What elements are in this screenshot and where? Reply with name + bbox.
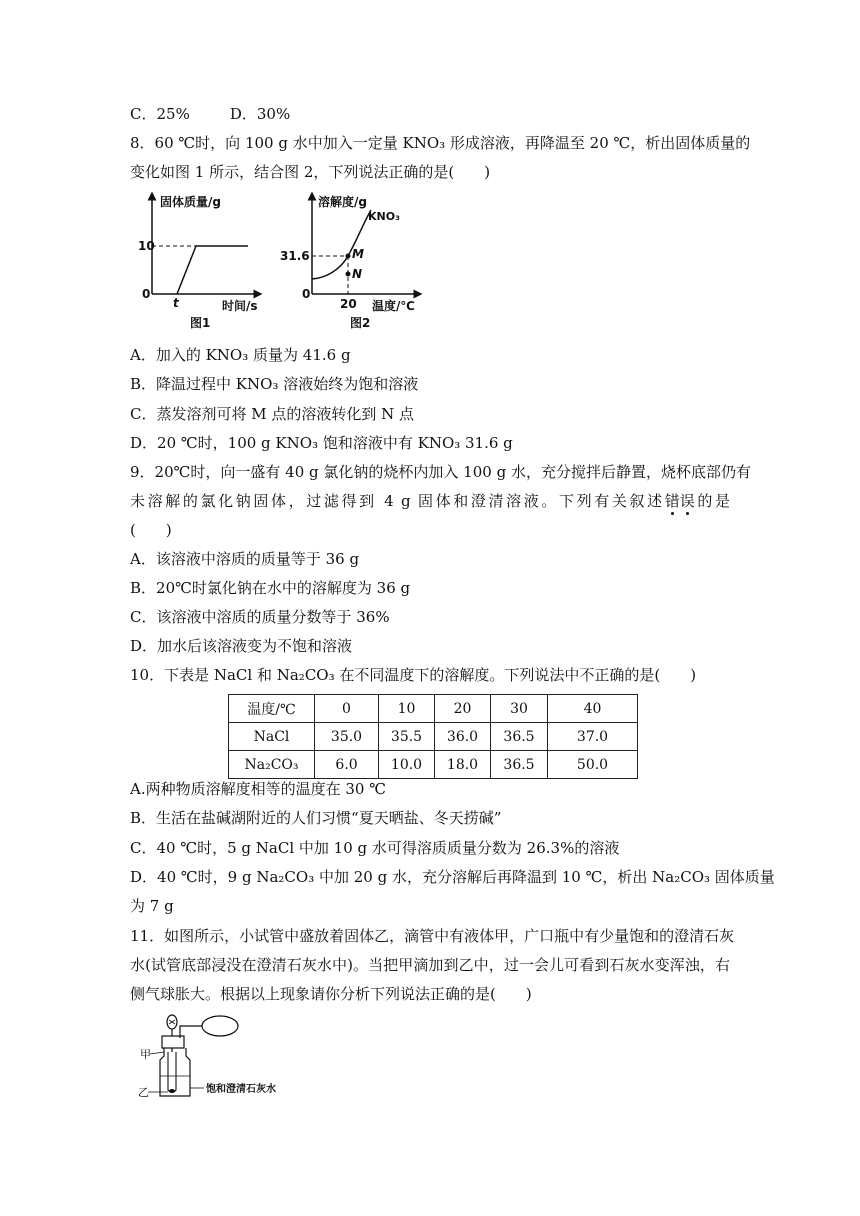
table-header-cell: 0 <box>315 695 379 723</box>
q8-stem-line2: 变化如图 1 所示，结合图 2，下列说法正确的是( ) <box>130 163 491 181</box>
q8-option-d: D．20 ℃时，100 g KNO₃ 饱和溶液中有 KNO₃ 31.6 g <box>130 434 513 452</box>
fig2-kno3-curve <box>312 210 371 279</box>
bottle-stopper <box>162 1036 184 1048</box>
fig2-ylabel: 溶解度/g <box>318 195 367 209</box>
q11-stem-line3: 侧气球胀大。根据以上现象请你分析下列说法正确的是( ) <box>130 985 532 1003</box>
wide-mouth-bottle <box>160 1048 190 1096</box>
table-cell: 10.0 <box>379 751 435 779</box>
table-row <box>229 751 638 779</box>
table-cell: 35.0 <box>315 723 379 751</box>
fig2-xlabel: 温度/℃ <box>372 299 415 313</box>
table-cell: 36.5 <box>491 751 548 779</box>
q10-option-d-line2: 为 7 g <box>130 897 174 915</box>
q9-stem-line3: ( ) <box>130 521 172 539</box>
table-cell: 37.0 <box>548 723 638 751</box>
q10-option-b: B．生活在盐碱湖附近的人们习惯“夏天晒盐、冬天捞碱” <box>130 809 502 827</box>
fig2-y-mark: 31.6 <box>280 249 310 263</box>
label-saturated-limewater: 饱和澄清石灰水 <box>206 1084 276 1095</box>
q10-stem: 10．下表是 NaCl 和 Na₂CO₃ 在不同温度下的溶解度。下列说法中不正确的是( ) <box>130 666 697 684</box>
fig1-line <box>177 246 248 294</box>
q9-emphasis-cuo: 错 <box>664 492 680 510</box>
fig2-point-m <box>346 254 351 259</box>
q10-option-d-line1: D．40 ℃时，9 g Na₂CO₃ 中加 20 g 水，充分溶解后再降温到 10 ℃，析出 Na₂CO₃ 固体质量 <box>130 868 775 886</box>
q10-option-a: A.两种物质溶解度相等的温度在 30 ℃ <box>130 780 387 798</box>
table-cell: NaCl <box>229 723 315 751</box>
q9-stem-line1: 9．20℃时，向一盛有 40 g 氯化钠的烧杯内加入 100 g 水，充分搅拌后静置，烧杯底部仍有 <box>130 463 751 481</box>
q9-stem-line2-text: 未溶解的氯化钠固体，过滤得到 4 g 固体和澄清溶液。下列有关叙述 <box>130 492 665 510</box>
q11-stem-line1: 11．如图所示，小试管中盛放着固体乙，滴管中有液体甲，广口瓶中有少量饱和的澄清石灰 <box>130 927 735 945</box>
q8-option-a: A．加入的 KNO₃ 质量为 41.6 g <box>130 346 351 364</box>
q9-option-d: D．加水后该溶液变为不饱和溶液 <box>130 637 353 655</box>
table-cell: Na₂CO₃ <box>229 751 315 779</box>
q9-stem-line2 <box>130 491 730 511</box>
fig2-origin: 0 <box>302 287 311 301</box>
fig2-label-m: M <box>352 247 364 261</box>
table-header-cell: 温度/℃ <box>229 695 315 723</box>
table-cell: 18.0 <box>435 751 491 779</box>
table-cell: 35.5 <box>379 723 435 751</box>
table-header-cell: 10 <box>379 695 435 723</box>
table-cell: 36.0 <box>435 723 491 751</box>
fig2-point-n <box>346 272 351 277</box>
table-cell: 36.5 <box>491 723 548 751</box>
fig1-x-mark: t <box>173 296 179 310</box>
q11-stem-line2: 水(试管底部浸没在澄清石灰水中)。当把甲滴加到乙中，过一会儿可看到石灰水变浑浊，右 <box>130 956 730 974</box>
fig2-curve-label: KNO₃ <box>368 210 400 223</box>
q8-stem-line1: 8．60 ℃时，向 100 g 水中加入一定量 KNO₃ 形成溶液，再降温至 20 ℃，析出固体质量的 <box>130 134 751 152</box>
table-header-cell: 30 <box>491 695 548 723</box>
fig1-origin: 0 <box>142 287 151 301</box>
table-header-row <box>229 695 638 723</box>
small-test-tube <box>168 1052 176 1093</box>
q8-figure-2 <box>278 190 428 338</box>
q9-stem-line2-end: 的是 <box>694 492 730 510</box>
fig2-x-mark: 20 <box>340 297 357 311</box>
q10-solubility-table <box>228 694 638 779</box>
label-yi: 乙 <box>138 1086 149 1099</box>
q7-options-row <box>130 104 730 124</box>
q8-option-c: C．蒸发溶剂可将 M 点的溶液转化到 N 点 <box>130 405 415 423</box>
q8-figure-1 <box>130 190 270 338</box>
table-row <box>229 723 638 751</box>
q8-option-b: B．降温过程中 KNO₃ 溶液始终为饱和溶液 <box>130 375 419 393</box>
fig2-label-n: N <box>352 267 363 281</box>
q11-apparatus-figure <box>138 1012 298 1102</box>
fig1-ylabel: 固体质量/g <box>160 195 221 209</box>
solid-yi <box>169 1089 175 1093</box>
q9-option-c: C．该溶液中溶质的质量分数等于 36% <box>130 608 390 626</box>
fig1-xlabel: 时间/s <box>222 299 258 313</box>
q10-option-c: C．40 ℃时，5 g NaCl 中加 10 g 水可得溶质质量分数为 26.3%的溶液 <box>130 839 620 857</box>
table-cell: 6.0 <box>315 751 379 779</box>
fig1-caption: 图1 <box>190 316 211 330</box>
q9-emphasis-wu: 误 <box>679 492 695 510</box>
table-header-cell: 40 <box>548 695 638 723</box>
q9-option-b: B．20℃时氯化钠在水中的溶解度为 36 g <box>130 579 411 597</box>
fig1-y-mark: 10 <box>138 239 155 253</box>
label-jia: 甲 <box>140 1048 151 1061</box>
q9-option-a: A．该溶液中溶质的质量等于 36 g <box>130 550 360 568</box>
q7-option-d: D．30% <box>229 105 291 123</box>
table-cell: 50.0 <box>548 751 638 779</box>
balloon <box>202 1016 238 1036</box>
table-header-cell: 20 <box>435 695 491 723</box>
fig2-caption: 图2 <box>350 316 371 330</box>
q7-option-c: C．25% <box>130 105 190 123</box>
